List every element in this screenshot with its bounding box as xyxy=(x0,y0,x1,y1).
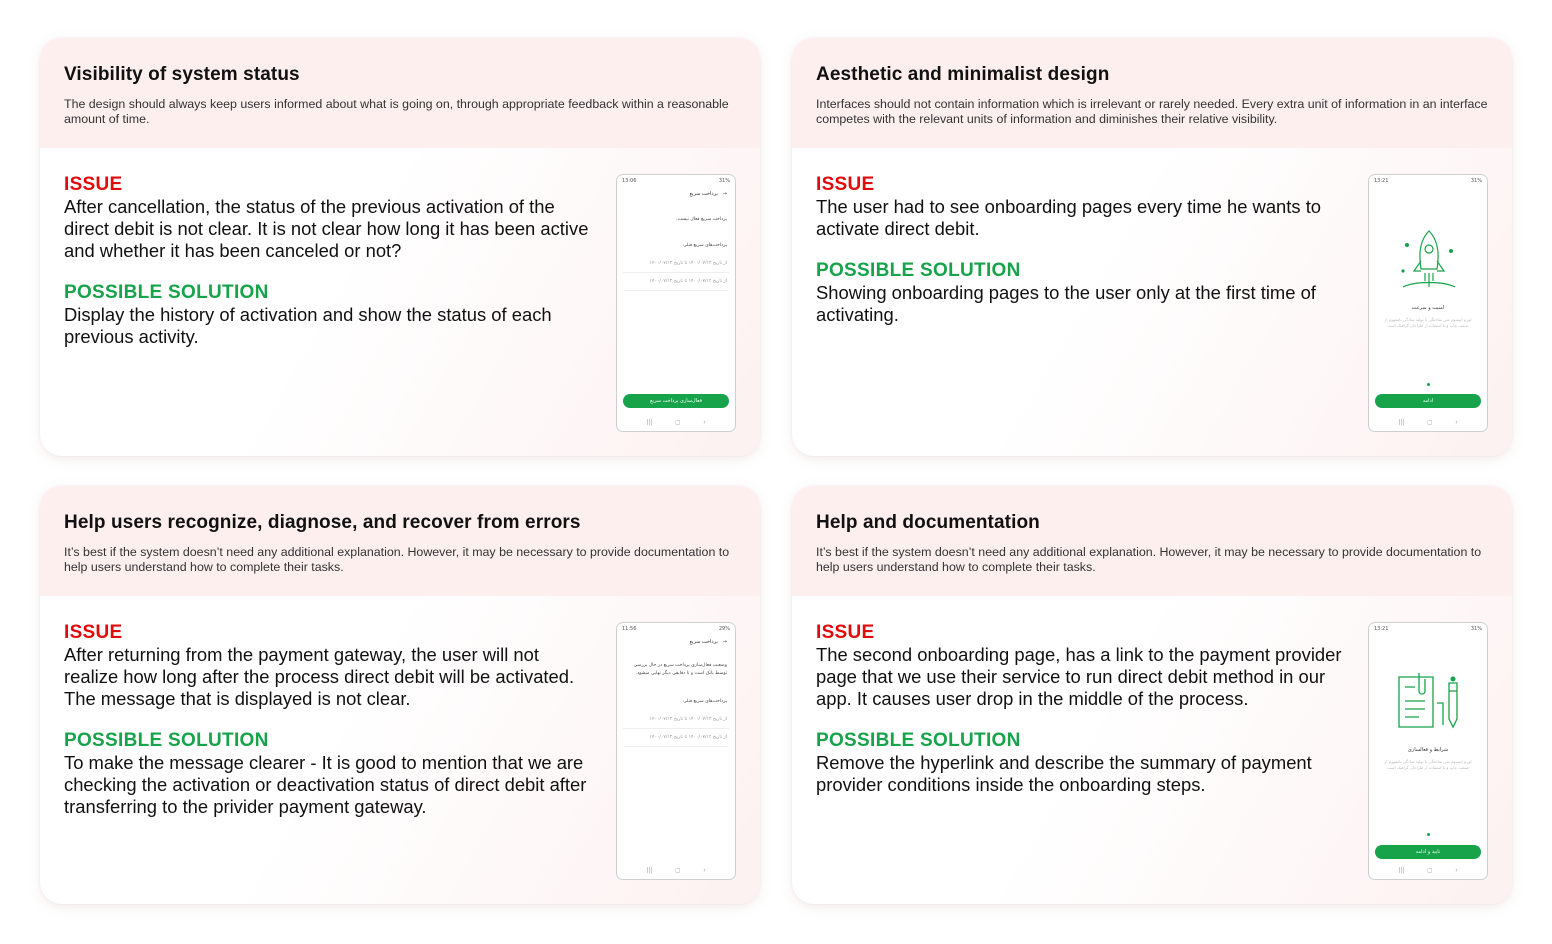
document-pen-icon xyxy=(1393,669,1465,735)
phone-nav-bar xyxy=(1369,867,1487,876)
phone-screenshot xyxy=(1368,622,1488,880)
issue-text: After cancellation, the status of the previous activation of the direct debit is not clear. It is not clear how long it has been active and whether it has been canceled or not? xyxy=(64,196,589,261)
continue-button: ادامه xyxy=(1375,394,1481,408)
recents-icon: ||| xyxy=(1398,419,1405,426)
divider xyxy=(623,728,729,729)
card-body xyxy=(64,174,596,348)
card-body xyxy=(816,622,1348,796)
heuristic-card-minimalist xyxy=(792,38,1512,456)
back-icon: ‹ xyxy=(1455,419,1458,426)
phone-header: پرداخت سریع → xyxy=(689,639,727,645)
rocket-icon xyxy=(1395,225,1463,295)
card-body xyxy=(816,174,1348,326)
recents-icon: ||| xyxy=(646,867,653,874)
phone-header: پرداخت سریع → xyxy=(689,191,727,197)
phone-history-row: از تاریخ ۱۴۰۰/۰۷/۱۲ تا تاریخ ۱۴۰۰/۰۷/۱۲ xyxy=(649,735,727,740)
solution-label: POSSIBLE SOLUTION xyxy=(816,260,1021,281)
card-description: Interfaces should not contain information which is irrelevant or rarely needed. Every extra unit of information in an interface competes with the relevant units of information and diminishes their relative visibility. xyxy=(816,97,1488,126)
issue-text: After returning from the payment gateway, the user will not realize how long after the process direct debit will be activated. The message that is displayed is not clear. xyxy=(64,644,575,709)
phone-screenshot xyxy=(1368,174,1488,432)
phone-history-row: از تاریخ ۱۴۰۰/۰۷/۱۲ تا تاریخ ۱۴۰۰/۰۷/۱۲ xyxy=(649,279,727,284)
phone-status-bar: 13:21 31% xyxy=(1374,178,1482,184)
phone-nav-bar xyxy=(1369,419,1487,428)
card-title: Help users recognize, diagnose, and recover from errors xyxy=(64,512,581,533)
card-title: Help and documentation xyxy=(816,512,1040,533)
phone-history-heading: پرداخت‌های سریع قبلی xyxy=(683,699,727,704)
home-icon: ▢ xyxy=(1426,419,1433,426)
phone-status-bar: 13:06 31% xyxy=(622,178,730,184)
back-icon: ‹ xyxy=(703,867,706,874)
back-icon: ‹ xyxy=(1455,867,1458,874)
activate-button: فعال‌سازی پرداخت سریع xyxy=(623,394,729,408)
back-icon: ‹ xyxy=(703,419,706,426)
home-icon: ▢ xyxy=(674,419,681,426)
home-icon: ▢ xyxy=(674,867,681,874)
page-indicator xyxy=(1427,833,1430,836)
solution-text: To make the message clearer - It is good to mention that we are checking the activation or deactivation status of direct debit after transferring to the privider payment gateway. xyxy=(64,752,587,817)
card-title: Visibility of system status xyxy=(64,64,300,85)
recents-icon: ||| xyxy=(646,419,653,426)
phone-onboarding-title: امنیت و سرعت xyxy=(1411,305,1445,311)
phone-status-bar: 13:21 31% xyxy=(1374,626,1482,632)
phone-screenshot xyxy=(616,622,736,880)
home-icon: ▢ xyxy=(1426,867,1433,874)
heuristic-card-documentation xyxy=(792,486,1512,904)
confirm-continue-button: تایید و ادامه xyxy=(1375,845,1481,859)
issue-label: ISSUE xyxy=(64,622,123,643)
solution-text: Showing onboarding pages to the user only at the first time of activating. xyxy=(816,282,1316,325)
phone-onboarding-body: لورم ایپسوم متن ساختگی با تولید سادگی نامفهوم از صنعت چاپ و با استفاده از طراحان گرافیک است xyxy=(1384,759,1472,770)
phone-onboarding-title: شرایط و فعالسازی xyxy=(1407,747,1449,753)
phone-status-bar: 11:56 29% xyxy=(622,626,730,632)
card-title: Aesthetic and minimalist design xyxy=(816,64,1110,85)
card-description: It’s best if the system doesn’t need any additional explanation. However, it may be necessary to provide documentation to help users understand how to complete their tasks. xyxy=(64,545,730,574)
phone-history-heading: پرداخت‌های سریع قبلی xyxy=(683,243,727,248)
card-header xyxy=(40,486,760,596)
heuristic-card-visibility xyxy=(40,38,760,456)
phone-nav-bar xyxy=(617,419,735,428)
issue-label: ISSUE xyxy=(816,174,875,195)
heuristic-card-errors xyxy=(40,486,760,904)
card-header xyxy=(40,38,760,148)
phone-onboarding-body: لورم ایپسوم متن ساختگی با تولید سادگی نامفهوم از صنعت چاپ و با استفاده از طراحان گرافیک است xyxy=(1384,317,1472,328)
phone-history-row: از تاریخ ۱۴۰۰/۰۷/۱۲ تا تاریخ ۱۴۰۰/۰۷/۱۲ xyxy=(649,261,727,266)
divider xyxy=(623,746,729,747)
issue-text: The second onboarding page, has a link to the payment provider page that we use their service to run direct debit method in our app. It causes user drop in the middle of the process. xyxy=(816,644,1342,709)
card-description: It’s best if the system doesn’t need any additional explanation. However, it may be necessary to provide documentation to help users understand how to complete their tasks. xyxy=(816,545,1482,574)
back-arrow-icon: → xyxy=(722,191,727,197)
solution-label: POSSIBLE SOLUTION xyxy=(64,730,269,751)
card-body xyxy=(64,622,596,818)
back-arrow-icon: → xyxy=(722,639,727,645)
issue-label: ISSUE xyxy=(64,174,123,195)
issue-text: The user had to see onboarding pages every time he wants to activate direct debit. xyxy=(816,196,1322,239)
divider xyxy=(623,290,729,291)
phone-nav-bar xyxy=(617,867,735,876)
card-header xyxy=(792,38,1512,148)
phone-status-message: پرداخت سریع فعال نیست. xyxy=(676,217,727,222)
page-indicator xyxy=(1427,383,1430,386)
phone-status-message: وضعیت فعال‌سازی پرداخت سریع در حال بررسی xyxy=(633,663,727,668)
solution-text: Remove the hyperlink and describe the summary of payment provider conditions inside the onboarding steps. xyxy=(816,752,1312,795)
card-header xyxy=(792,486,1512,596)
card-description: The design should always keep users informed about what is going on, through appropriate feedback within a reasonable amount of time. xyxy=(64,97,729,126)
solution-text: Display the history of activation and show the status of each previous activity. xyxy=(64,304,552,347)
solution-label: POSSIBLE SOLUTION xyxy=(816,730,1021,751)
phone-status-message-cont: توسط بانک است و تا دقایقی دیگر نهایی میشود. xyxy=(635,671,727,676)
recents-icon: ||| xyxy=(1398,867,1405,874)
divider xyxy=(623,272,729,273)
phone-screenshot xyxy=(616,174,736,432)
phone-history-row: از تاریخ ۱۴۰۰/۰۷/۱۲ تا تاریخ ۱۴۰۰/۰۷/۱۲ xyxy=(649,717,727,722)
issue-label: ISSUE xyxy=(816,622,875,643)
solution-label: POSSIBLE SOLUTION xyxy=(64,282,269,303)
